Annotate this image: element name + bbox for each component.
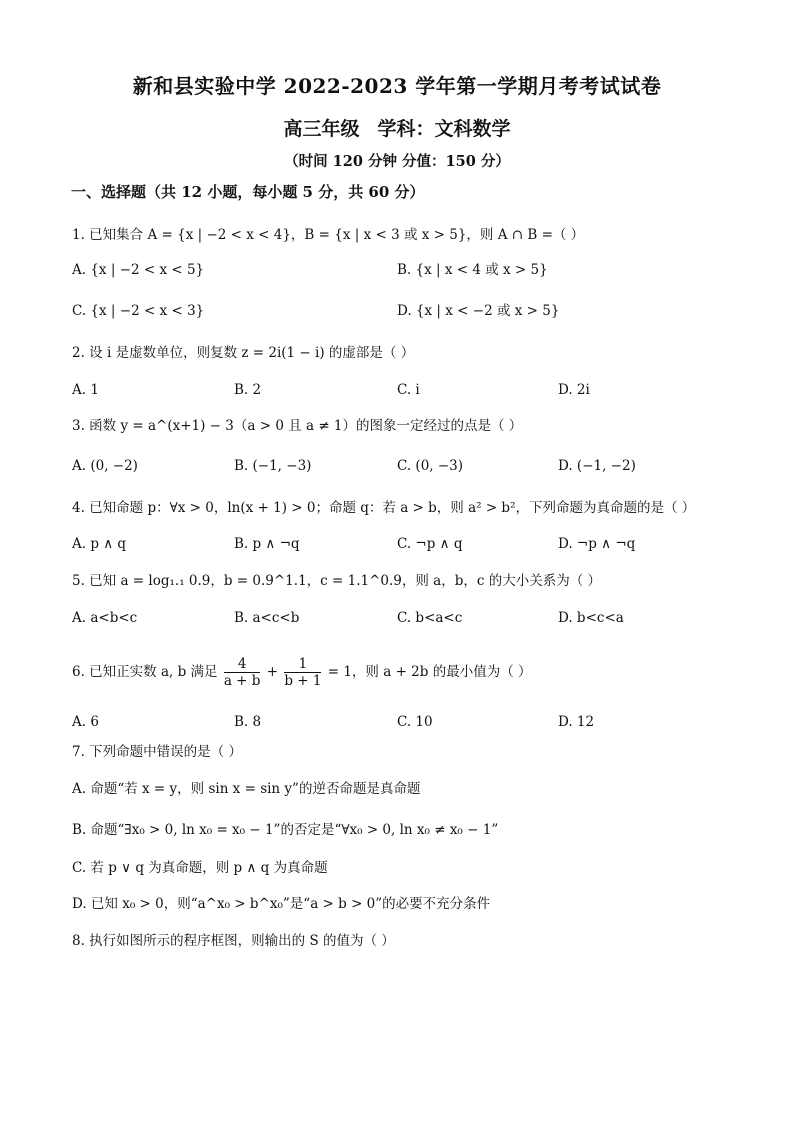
subject-label: 学科：文科数学: [377, 118, 511, 140]
question-1-stem: 1. 已知集合 A = {x | −2 < x < 4}，B = {x | x < 3 或 x > 5}，则 A ∩ B =（ ）: [72, 227, 585, 243]
question-3-option-a: A. (0, −2): [72, 458, 138, 474]
question-3-option-b: B. (−1, −3): [234, 458, 312, 474]
fraction-1-over-b-plus-1: [284, 656, 321, 689]
question-7-option-a: A. 命题“若 x = y，则 sin x = sin y”的逆否命题是真命题: [72, 781, 421, 797]
question-6-option-a: A. 6: [72, 714, 99, 730]
question-7-stem: 7. 下列命题中错误的是（ ）: [72, 744, 242, 760]
question-8-stem: 8. 执行如图所示的程序框图，则输出的 S 的值为（ ）: [72, 933, 395, 949]
question-6-option-c: C. 10: [397, 714, 433, 730]
exam-meta: （时间 120 分钟 分值：150 分）: [284, 153, 510, 170]
question-1-option-b: B. {x | x < 4 或 x > 5}: [397, 262, 548, 278]
question-5-option-d: D. b<c<a: [558, 610, 624, 626]
question-4-stem: 4. 已知命题 p：∀x > 0，ln(x + 1) > 0；命题 q：若 a > b，则 a² > b²，下列命题为真命题的是（ ）: [72, 500, 696, 516]
question-3-option-c: C. (0, −3): [397, 458, 464, 474]
exam-title: 新和县实验中学 2022-2023 学年第一学期月考考试试卷: [132, 74, 662, 98]
fraction-numerator: 1: [284, 656, 321, 673]
fraction-4-over-a-plus-b: [224, 656, 261, 689]
question-4-option-b: B. p ∧ ¬q: [234, 536, 300, 552]
question-2-option-b: B. 2: [234, 382, 262, 398]
question-2-stem: 2. 设 i 是虚数单位，则复数 z = 2i(1 − i) 的虚部是（ ）: [72, 345, 415, 361]
fraction-numerator: 4: [224, 656, 261, 673]
question-5-option-c: C. b<a<c: [397, 610, 463, 626]
question-6-option-d: D. 12: [558, 714, 595, 730]
question-1-option-a: A. {x | −2 < x < 5}: [72, 262, 205, 278]
question-4-option-c: C. ¬p ∧ q: [397, 536, 463, 552]
question-6-stem: 6. 已知正实数 a, b 满足 $\frac{4}{a + b}$ + $\frac{1}{b + 1}$ = 1，则 a + 2b 的最小值为（ ）: [72, 656, 532, 689]
fraction-denominator: a + b: [223, 673, 261, 689]
question-2-option-c: C. i: [397, 382, 420, 398]
question-5-option-a: A. a<b<c: [72, 610, 138, 626]
question-2-option-d: D. 2i: [558, 382, 590, 398]
fraction-denominator: b + 1: [284, 673, 322, 689]
question-7-option-c: C. 若 p ∨ q 为真命题，则 p ∧ q 为真命题: [72, 860, 328, 876]
question-6-stem-start: 6. 已知正实数 a, b 满足: [72, 664, 222, 680]
question-5-option-b: B. a<c<b: [234, 610, 300, 626]
question-6-stem-end: = 1，则 a + 2b 的最小值为（ ）: [323, 664, 532, 680]
question-3-stem: 3. 函数 y = a^(x+1) − 3（a > 0 且 a ≠ 1）的图象一定经过的点是（ ）: [72, 418, 523, 434]
question-4-option-d: D. ¬p ∧ ¬q: [558, 536, 636, 552]
grade-label: 高三年级: [283, 118, 360, 140]
question-1-option-d: D. {x | x < −2 或 x > 5}: [397, 303, 560, 319]
section-heading: 一、选择题（共 12 小题，每小题 5 分，共 60 分）: [71, 183, 425, 201]
question-7-option-b: B. 命题“∃x₀ > 0, ln x₀ = x₀ − 1”的否定是“∀x₀ > 0, ln x₀ ≠ x₀ − 1”: [72, 822, 499, 838]
question-5-stem: 5. 已知 a = log₁.₁ 0.9，b = 0.9^1.1，c = 1.1^0.9，则 a，b，c 的大小关系为（ ）: [72, 573, 601, 589]
exam-subtitle: [0, 114, 794, 141]
question-6-option-b: B. 8: [234, 714, 262, 730]
question-2-option-a: A. 1: [72, 382, 99, 398]
question-3-option-d: D. (−1, −2): [558, 458, 636, 474]
question-7-option-d: D. 已知 x₀ > 0，则“a^x₀ > b^x₀”是“a > b > 0”的必要不充分条件: [72, 896, 491, 912]
question-4-option-a: A. p ∧ q: [72, 536, 127, 552]
question-1-option-c: C. {x | −2 < x < 3}: [72, 303, 205, 319]
